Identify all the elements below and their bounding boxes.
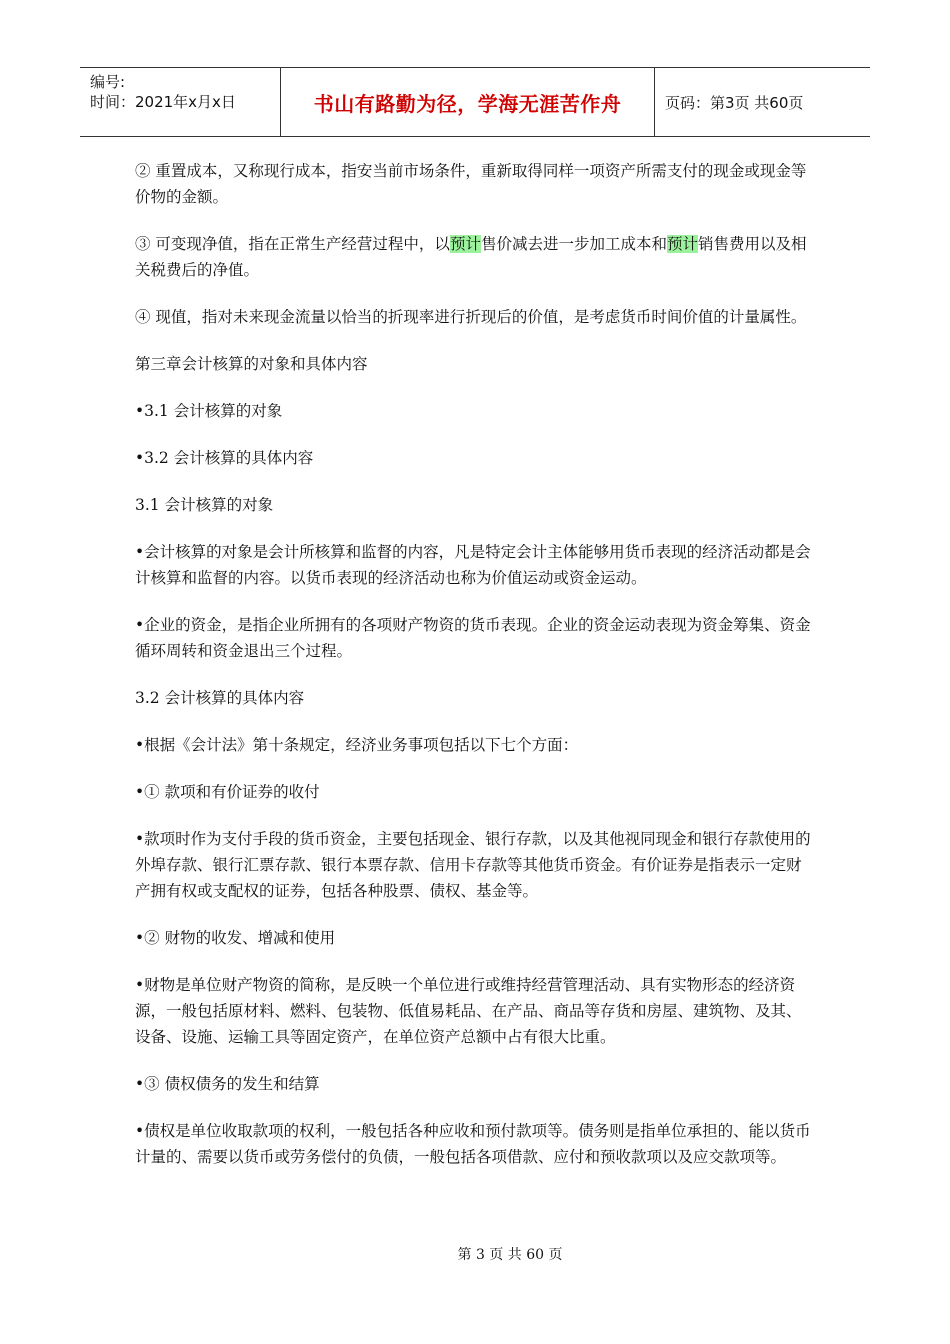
paragraph: •款项时作为支付手段的货币资金，主要包括现金、银行存款，以及其他视同现金和银行存款使用的外埠存款、银行汇票存款、银行本票存款、信用卡存款等其他货币资金。有价证券是指表示一定财产拥有权或支配权的证券，包括各种股票、债权、基金等。 xyxy=(135,830,811,900)
paragraph: •债权是单位收取款项的权利，一般包括各种应收和预付款项等。债务则是指单位承担的、能以货币计量的、需要以货币或劳务偿付的负债，一般包括各项借款、应付和预收款项以及应交款项等。 xyxy=(135,1122,811,1166)
chapter-heading: 第三章会计核算的对象和具体内容 xyxy=(135,355,368,373)
bullet-item: •3.1 会计核算的对象 xyxy=(135,402,283,420)
header-meta xyxy=(80,68,281,136)
bullet-item: •① 款项和有价证券的收付 xyxy=(135,783,320,801)
text-run: 售价减去进一步加工成本和 xyxy=(480,235,667,253)
text-run: ③ 可变现净值，指在正常生产经营过程中，以 xyxy=(135,235,450,253)
header-page-label: 页码：第3页 共60页 xyxy=(665,93,804,112)
highlighted-term: 预计 xyxy=(666,235,698,253)
paragraph: •根据《会计法》第十条规定，经济业务事项包括以下七个方面： xyxy=(135,736,579,754)
section-heading: 3.2 会计核算的具体内容 xyxy=(135,689,305,707)
paragraph: •会计核算的对象是会计所核算和监督的内容，凡是特定会计主体能够用货币表现的经济活动都是会计核算和监督的内容。以货币表现的经济活动也称为价值运动或资金运动。 xyxy=(135,543,811,587)
page-header xyxy=(80,67,870,137)
number-label: 编号: xyxy=(90,73,126,91)
bullet-item: •③ 债权债务的发生和结算 xyxy=(135,1075,320,1093)
paragraph-with-highlight xyxy=(135,231,815,283)
paragraph: •企业的资金，是指企业所拥有的各项财产物资的货币表现。企业的资金运动表现为资金筹集、资金循环周转和资金退出三个过程。 xyxy=(135,616,811,660)
bullet-item: •3.2 会计核算的具体内容 xyxy=(135,449,314,467)
page-footer: 第 3 页 共 60 页 xyxy=(457,1247,563,1263)
section-heading: 3.1 会计核算的对象 xyxy=(135,496,274,514)
header-motto: 书山有路勤为径，学海无涯苦作舟 xyxy=(281,68,655,136)
paragraph: ④ 现值，指对未来现金流量以恰当的折现率进行折现后的价值，是考虑货币时间价值的计量属性。 xyxy=(135,308,807,326)
paragraph: ② 重置成本，又称现行成本，指安当前市场条件，重新取得同样一项资产所需支付的现金或现金等价物的金额。 xyxy=(135,162,807,206)
document-body xyxy=(135,158,815,1191)
highlighted-term: 预计 xyxy=(449,235,481,253)
paragraph: •财物是单位财产物资的简称，是反映一个单位进行或维持经营管理活动、具有实物形态的经济资源，一般包括原材料、燃料、包装物、低值易耗品、在产品、商品等存货和房屋、建筑物、及其、设备、设施、运输工具等固定资产，在单位资产总额中占有很大比重。 xyxy=(135,976,802,1046)
text-run: 销售费用以及相关税费后的净值。 xyxy=(135,235,807,279)
bullet-item: •② 财物的收发、增减和使用 xyxy=(135,929,336,947)
date-label: 时间：2021年x月x日 xyxy=(90,93,236,111)
